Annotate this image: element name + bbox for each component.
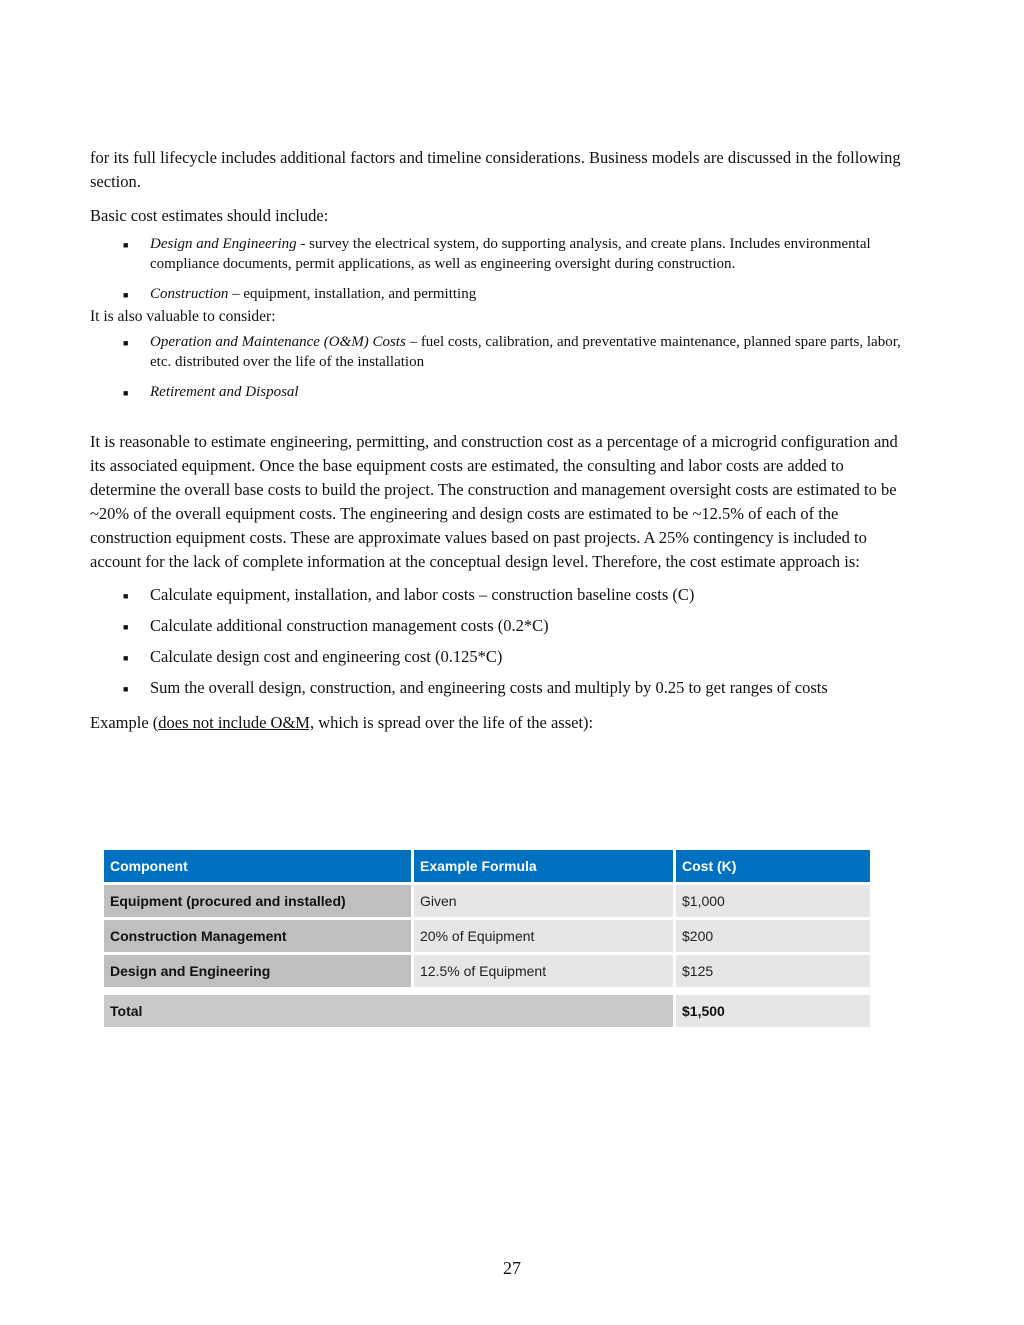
bullet-icon: ■ — [123, 240, 129, 250]
page-body — [90, 146, 910, 735]
list-item: ■ Construction – equipment, installation, and permitting — [90, 284, 910, 304]
approach-list — [90, 584, 910, 699]
formula-cell: 20% of Equipment — [414, 920, 673, 952]
list-item: ■ Sum the overall design, construction, and engineering costs and multiply by 0.25 to get ranges of costs — [90, 677, 910, 699]
basic-heading: Basic cost estimates should include: — [90, 206, 329, 225]
component-cell: Equipment (procured and installed) — [104, 885, 411, 917]
cost-cell: $1,000 — [676, 885, 870, 917]
page-number: 27 — [503, 1258, 521, 1278]
list-item: ■ Calculate equipment, installation, and labor costs – construction baseline costs (C) — [90, 584, 910, 606]
table-spacer — [104, 990, 870, 992]
example-caption: Example (does not include O&M, which is spread over the life of the asset): — [90, 713, 594, 732]
column-header: Component — [104, 850, 411, 882]
table-row — [104, 920, 870, 952]
list-item: ■ Operation and Maintenance (O&M) Costs – fuel costs, calibration, and preventative maintenance, planned spare parts, labor, etc. distributed over the life of the installation — [123, 334, 901, 370]
component-cell: Construction Management — [104, 920, 411, 952]
formula-cell: Given — [414, 885, 673, 917]
column-header: Cost (K) — [676, 850, 870, 882]
intro-paragraph: for its full lifecycle includes additional factors and timeline considerations. Business models are discussed in the following section. — [90, 148, 901, 191]
list-item: ■ Retirement and Disposal — [90, 382, 910, 402]
total-label: Total — [104, 995, 673, 1027]
bullet-icon: ■ — [123, 684, 129, 694]
table-row — [104, 885, 870, 917]
bullet-icon: ■ — [123, 622, 129, 632]
list-item: ■ Calculate design cost and engineering cost (0.125*C) — [90, 646, 910, 668]
bullet-icon: ■ — [123, 388, 129, 398]
cost-cell: $125 — [676, 955, 870, 987]
column-header: Example Formula — [414, 850, 673, 882]
formula-cell: 12.5% of Equipment — [414, 955, 673, 987]
example-underlined: does not include O&M, — [158, 713, 315, 732]
table-header-row — [104, 850, 870, 882]
bullet-icon: ■ — [123, 290, 129, 300]
total-value: $1,500 — [676, 995, 870, 1027]
bullet-icon: ■ — [123, 338, 129, 348]
list-item: ■ Calculate additional construction management costs (0.2*C) — [90, 615, 910, 637]
component-cell: Design and Engineering — [104, 955, 411, 987]
basic-list — [90, 234, 910, 304]
cost-cell: $200 — [676, 920, 870, 952]
also-list — [90, 332, 910, 402]
cost-table — [101, 847, 873, 1030]
bullet-icon: ■ — [123, 591, 129, 601]
table-row — [104, 955, 870, 987]
approach-paragraph: It is reasonable to estimate engineering, permitting, and construction cost as a percentage of a microgrid configuration and its associated equipment. Once the base equipment costs are estimated, the consulting and labor costs are added to determine the overall base costs to build the project. The construction and management oversight costs are estimated to be ~20% of the overall equipment costs. The engineering and design costs are estimated to be ~12.5% of each of the construction equipment costs. These are approximate values based on past projects. A 25% contingency is included to account for the lack of complete information at the conceptual design level. Therefore, the cost estimate approach is: — [90, 432, 898, 571]
list-item: ■ Design and Engineering - survey the electrical system, do supporting analysis, and create plans. Includes environmental compliance documents, permit applications, as well as engineering oversight during construction. — [123, 236, 871, 272]
also-heading: It is also valuable to consider: — [90, 308, 276, 325]
total-row — [104, 995, 870, 1027]
bullet-icon: ■ — [123, 653, 129, 663]
